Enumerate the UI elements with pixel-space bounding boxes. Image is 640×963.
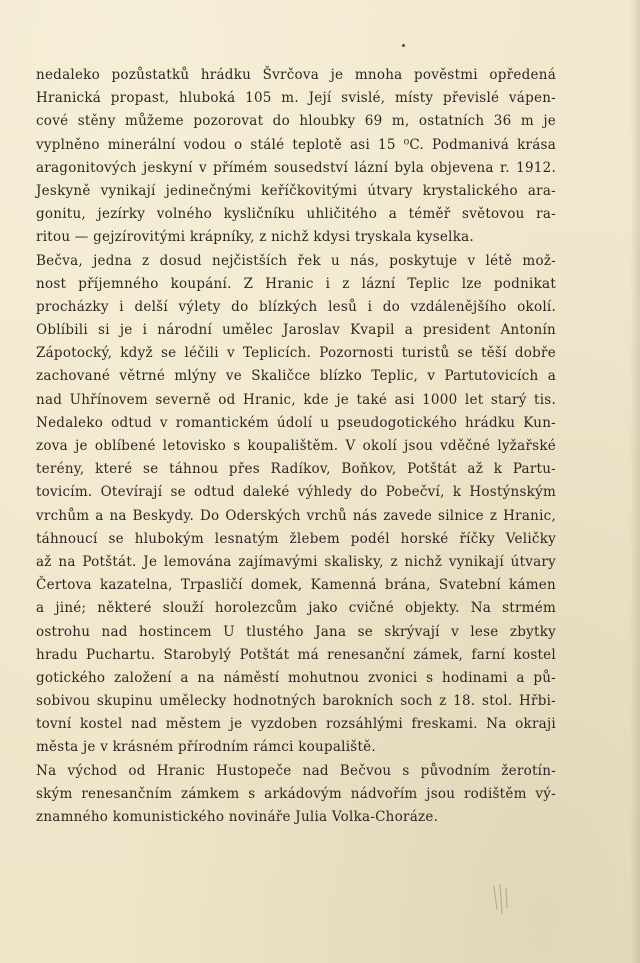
text-line: Jeskyně vynikají jedinečnými keříčkovitými útvary krystalického ara- xyxy=(36,182,556,199)
text-line: zachované větrné mlýny ve Skaličce blízko Teplic, v Partutovicích a xyxy=(36,368,556,385)
text-line: zova je oblíbené letovisko s koupalištěm. V okolí jsou vděčné lyžařské xyxy=(36,438,556,454)
text-line: ritou — gejzírovitými krápníky, z nichž kdysi tryskala kyselka. xyxy=(36,229,474,246)
text-line: nedaleko pozůstatků hrádku Švrčova je mnoha pověstmi opředená xyxy=(36,67,556,83)
text-line: Hranická propast, hluboká 105 m. Její svislé, místy převislé vápen- xyxy=(36,90,556,107)
text-line: gonitu, jezírky volného kysličníku uhličitého a téměř světovou ra- xyxy=(36,206,556,223)
text-line: ským renesančním zámkem s arkádovým nádvořím jsou rodištěm vý- xyxy=(36,785,556,802)
text-line: znamného komunistického novináře Julia Volka-Choráze. xyxy=(36,809,439,825)
text-line: Nedaleko odtud v romantickém údolí u pseudogotického hrádku Kun- xyxy=(36,414,556,431)
text-line: vrchům a na Beskydy. Do Oderských vrchů nás zavede silnice z Hranic, xyxy=(36,507,556,524)
text-line: města je v krásném přírodním rámci koupaliště. xyxy=(36,739,376,756)
text-line: procházky i delší výlety do blízkých lesů i do vzdálenějšího okolí. xyxy=(36,298,556,315)
text-line: Oblíbili si je i národní umělec Jaroslav Kvapil a president Antonín xyxy=(36,322,556,339)
print-speck xyxy=(402,44,405,47)
paragraph-propast xyxy=(36,64,556,250)
text-line: vyplněno minerální vodou o stálé teplotě asi 15 ⁰C. Podmanivá krása xyxy=(36,136,556,153)
text-line: sobivou skupinu umělecky hodnotných barokních soch z 18. stol. Hřbi- xyxy=(36,693,556,710)
text-line: tovicím. Otevírají se odtud daleké výhledy do Pobečví, k Hostýnským xyxy=(36,484,556,501)
paragraph-becva xyxy=(36,250,556,760)
text-line: nost příjemného koupání. Z Hranic i z lázní Teplic lze podnikat xyxy=(36,275,556,292)
body-text xyxy=(36,64,556,829)
text-line: a jiné; některé slouží horolezcům jako cvičné objekty. Na strmém xyxy=(36,600,556,617)
page-edge-shadow xyxy=(630,0,640,963)
text-line: gotického založení a na náměstí mohutnou zvonici s hodinami a pů- xyxy=(36,669,556,686)
text-line: terény, které se táhnou přes Radíkov, Boňkov, Potštát až k Partu- xyxy=(36,461,556,478)
text-line: Zápotocký, když se léčili v Teplicích. Pozornosti turistů se těší dobře xyxy=(36,345,556,362)
text-line: Čertova kazatelna, Trpasličí domek, Kamenná brána, Svatební kámen xyxy=(36,577,556,594)
paragraph-hustopece xyxy=(36,760,556,830)
ink-smudge xyxy=(488,880,516,920)
text-line: aragonitových jeskyní v přímém sousedství lázní byla objevena r. 1912. xyxy=(36,159,556,176)
text-line: tovní kostel nad městem je vyzdoben rozsáhlými freskami. Na okraji xyxy=(36,716,556,733)
text-line: hradu Puchartu. Starobylý Potštát má renesanční zámek, farní kostel xyxy=(36,646,556,663)
text-line: ostrohu nad hostincem U tlustého Jana se skrývají v lese zbytky xyxy=(36,623,556,640)
text-line: nad Uhřínovem severně od Hranic, kde je také asi 1000 let starý tis. xyxy=(36,391,556,408)
text-line: Na východ od Hranic Hustopeče nad Bečvou s původním žerotín- xyxy=(36,762,556,779)
text-line: Bečva, jedna z dosud nejčistších řek u nás, poskytuje v létě mož- xyxy=(36,252,556,269)
text-line: cové stěny můžeme pozorovat do hloubky 69 m, ostatních 36 m je xyxy=(36,113,556,130)
text-line: až na Potštát. Je lemována zajímavými skalisky, z nichž vynikají útvary xyxy=(36,553,556,570)
text-line: táhnoucí se hlubokým lesnatým žlebem podél horské říčky Veličky xyxy=(36,530,556,547)
